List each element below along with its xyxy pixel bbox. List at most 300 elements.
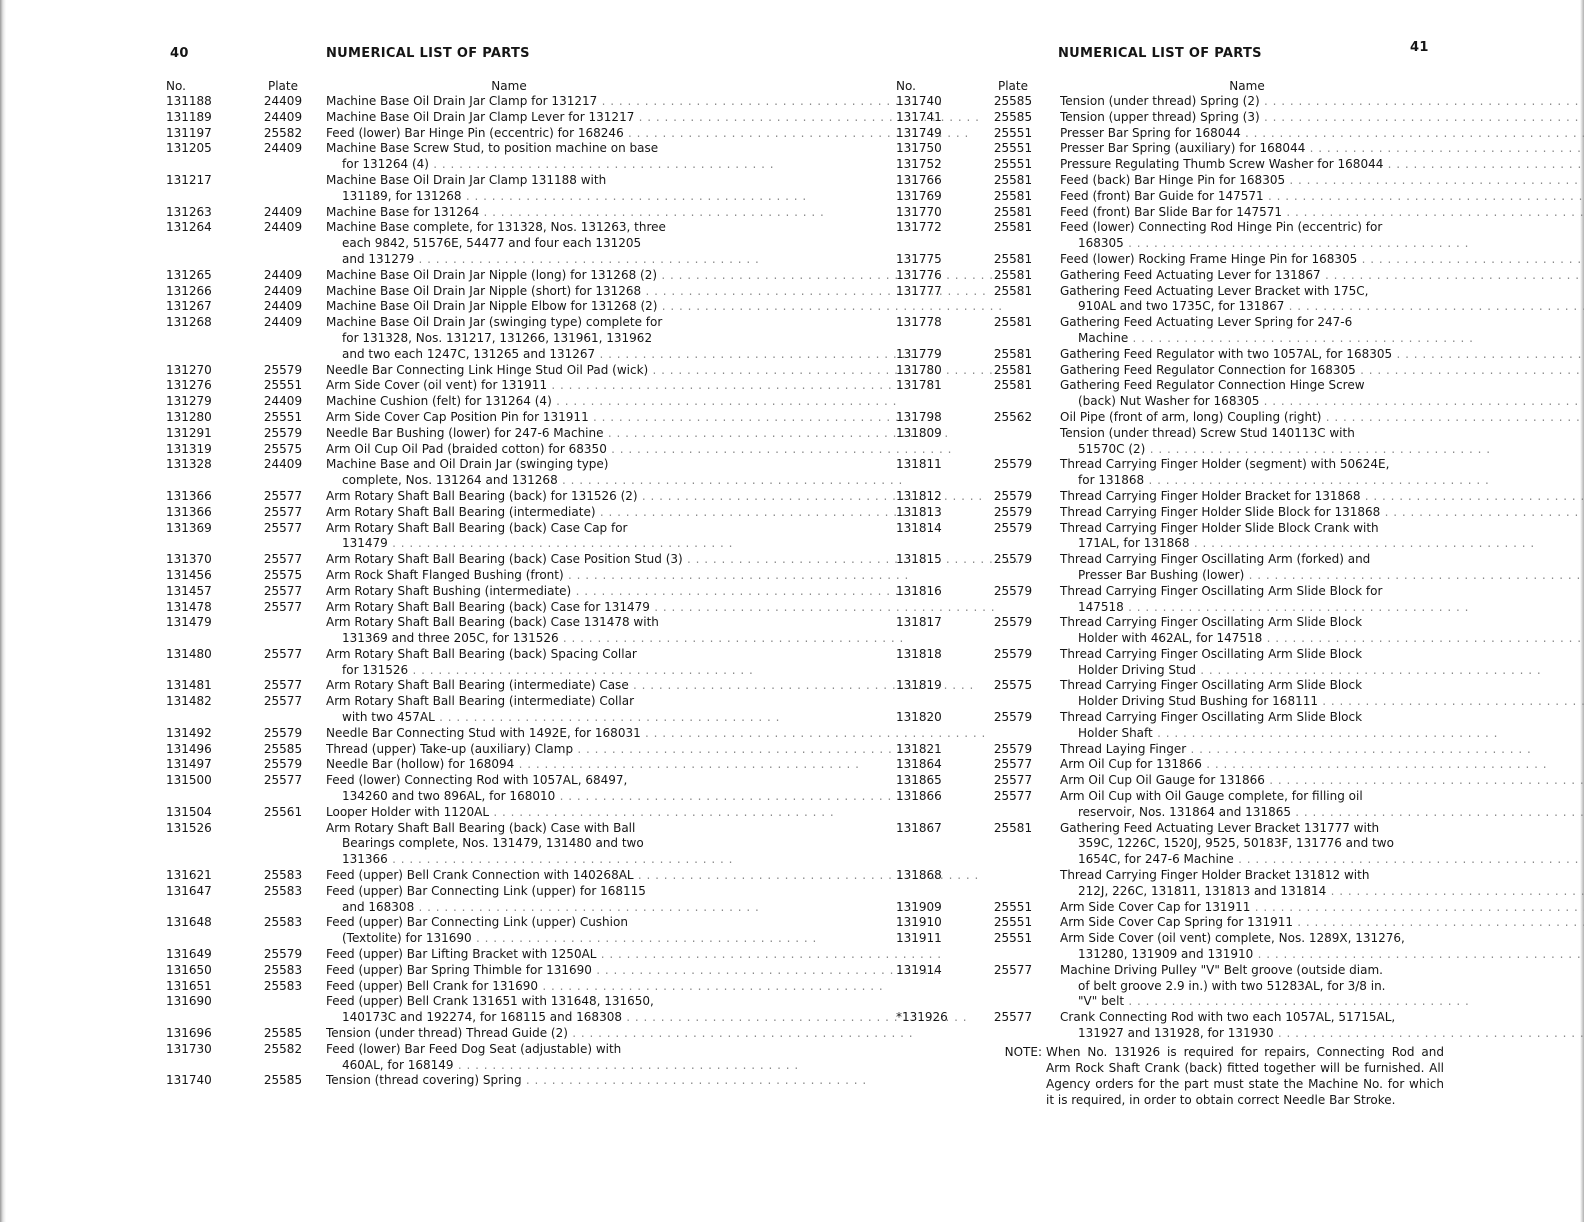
part-row <box>896 315 1444 347</box>
part-number: 131649 <box>166 947 212 962</box>
plate-number: 25579 <box>993 488 1033 503</box>
part-name-line: and 131279 . . . <box>326 252 759 268</box>
part-row <box>896 710 1444 742</box>
part-name-line: Machine Driving Pulley "V" Belt groove (outside diam. <box>1060 962 1383 977</box>
plate-number: 25581 <box>993 346 1033 361</box>
part-row <box>160 979 700 995</box>
header-plate: Plate <box>997 79 1028 93</box>
part-name-line: 171AL, for 131868 . . . <box>1060 536 1535 552</box>
plate-number: 25577 <box>993 1010 1033 1025</box>
plate-number: 25577 <box>263 520 303 535</box>
part-number: 131197 <box>166 125 212 140</box>
part-number: 131740 <box>166 1073 212 1088</box>
part-number: 131914 <box>896 962 942 977</box>
plate-number: 24409 <box>263 220 303 235</box>
part-number: 131497 <box>166 757 212 772</box>
plate-number: 25561 <box>263 804 303 819</box>
part-row <box>160 126 700 142</box>
part-name <box>318 1026 913 1042</box>
part-name-line: Arm Side Cover Cap Spring for 131911 . . . <box>1060 915 1584 931</box>
part-number: 131456 <box>166 567 212 582</box>
note-text: When No. 131926 is required for repairs, Connecting Rod and Arm Rock Shaft Crank (back) fitted together will be furnished. All Agency orders for the part must state the Machine No. for which it is required, in order to obtain correct Needle Bar Stroke. <box>1046 1044 1444 1107</box>
part-name-line: Oil Pipe (front of arm, long) Coupling (right) . . . <box>1060 410 1584 426</box>
plate-number: 25579 <box>263 425 303 440</box>
plate-number: 24409 <box>263 204 303 219</box>
page-title: NUMERICAL LIST OF PARTS <box>1058 46 1262 61</box>
part-number: 131769 <box>896 188 942 203</box>
part-number: 131776 <box>896 267 942 282</box>
part-name-line: Gathering Feed Actuating Lever Spring for 247-6 <box>1060 315 1353 330</box>
part-number: 131766 <box>896 172 942 187</box>
left-running-head <box>160 38 700 78</box>
part-row <box>896 615 1444 647</box>
part-name-line: Arm Oil Cup with Oil Gauge complete, for filling oil <box>1060 789 1363 804</box>
plate-number: 25577 <box>263 599 303 614</box>
part-row <box>160 1042 700 1074</box>
part-row <box>896 900 1444 916</box>
part-name-line: Arm Rotary Shaft Ball Bearing (back) Spacing Collar <box>326 646 637 661</box>
part-number: 131492 <box>166 725 212 740</box>
part-row <box>896 678 1444 710</box>
part-name-line: Machine Base Screw Stud, to position machine on base <box>326 141 659 156</box>
part-name-line: Tension (under thread) Screw Stud 140113C with <box>1060 425 1355 440</box>
part-name <box>318 220 759 267</box>
part-row <box>160 584 700 600</box>
plate-number: 25575 <box>263 567 303 582</box>
part-name-line: (Textolite) for 131690 . . . <box>326 931 817 947</box>
part-name-line: Arm Oil Cup for 131866 . . . <box>1060 757 1547 773</box>
plate-number: 25581 <box>993 251 1033 266</box>
part-row <box>160 1073 700 1089</box>
part-name <box>1050 757 1547 773</box>
plate-number: 25583 <box>263 962 303 977</box>
part-number: 131480 <box>166 646 212 661</box>
part-row <box>896 363 1444 379</box>
part-row <box>160 489 700 505</box>
part-name <box>318 1073 867 1089</box>
part-row <box>160 363 700 379</box>
part-name-line: Feed (upper) Bell Crank for 131690 . . . <box>326 979 883 995</box>
part-name <box>1050 284 1584 316</box>
plate-number: 25581 <box>993 378 1033 393</box>
part-name <box>1050 315 1473 347</box>
part-name <box>318 757 859 773</box>
plate-number: 25583 <box>263 868 303 883</box>
part-name-line: 134260 and two 896AL, for 168010 . . . <box>326 789 900 805</box>
plate-number: 25581 <box>993 283 1033 298</box>
part-name-line: Machine Base and Oil Drain Jar (swinging type) <box>326 457 609 472</box>
plate-number: 25579 <box>263 725 303 740</box>
plate-number: 25551 <box>993 931 1033 946</box>
part-name-line: 131927 and 131928, for 131930 . . . <box>1060 1026 1584 1042</box>
part-name <box>318 600 995 616</box>
part-row <box>160 299 700 315</box>
part-name-line: Needle Bar Connecting Stud with 1492E, for 168031 . . . <box>326 726 986 742</box>
part-name-line: Needle Bar Connecting Link Hinge Stud Oil Pad (wick) . . . <box>326 363 993 379</box>
part-name-line: Holder Shaft . . . <box>1060 726 1498 742</box>
part-row <box>896 94 1444 110</box>
part-name-line: Tension (under thread) Thread Guide (2) . . . <box>326 1026 913 1042</box>
part-row <box>160 678 700 694</box>
part-row <box>160 220 700 267</box>
part-row <box>160 726 700 742</box>
part-name-line: complete, Nos. 131264 and 131268 . . . <box>326 473 903 489</box>
header-name: Name <box>491 79 527 93</box>
part-name-line: Arm Side Cover Cap Position Pin for 131911 . . . <box>326 410 934 426</box>
part-name-line: Machine Base Oil Drain Jar Clamp Lever for 131217 . . . <box>326 110 980 126</box>
part-row <box>160 410 700 426</box>
part-name-line: Holder Driving Stud Bushing for 168111 . . . <box>1060 694 1584 710</box>
part-name-line: Feed (upper) Bar Spring Thimble for 131690 . . . <box>326 963 937 979</box>
part-name <box>318 994 967 1026</box>
part-name-line: Tension (under thread) Spring (2) . . . <box>1060 94 1584 110</box>
plate-number: 25581 <box>993 315 1033 330</box>
plate-number: 25581 <box>993 172 1033 187</box>
part-row <box>160 378 700 394</box>
plate-number: 25577 <box>263 504 303 519</box>
part-row <box>160 805 700 821</box>
part-row <box>896 789 1444 821</box>
part-name-line: Feed (upper) Bar Connecting Link (upper) Cushion <box>326 915 628 930</box>
part-number: 131864 <box>896 757 942 772</box>
part-number: 131816 <box>896 583 942 598</box>
part-number: 131268 <box>166 315 212 330</box>
part-name <box>1050 489 1584 505</box>
part-name <box>1050 742 1531 758</box>
plate-number: 25581 <box>993 188 1033 203</box>
part-row <box>896 126 1444 142</box>
part-number: 131481 <box>166 678 212 693</box>
part-name <box>1050 821 1579 868</box>
part-row <box>896 157 1444 173</box>
plate-number: 25577 <box>263 583 303 598</box>
part-name-line: Feed (back) Bar Hinge Pin for 168305 . . . <box>1060 173 1584 189</box>
plate-number <box>248 173 318 205</box>
part-number: 131189 <box>166 109 212 124</box>
part-row <box>896 1010 1444 1042</box>
part-number: 131217 <box>166 172 212 187</box>
part-row <box>160 94 700 110</box>
plate-number: 25579 <box>263 757 303 772</box>
part-name-line: Thread Carrying Finger Holder Bracket 131812 with <box>1060 868 1370 883</box>
part-number: 131651 <box>166 978 212 993</box>
plate-number: 25585 <box>263 741 303 756</box>
part-number: 131866 <box>896 789 942 804</box>
part-name-line: Feed (front) Bar Guide for 147571 . . . <box>1060 189 1584 205</box>
part-row <box>896 410 1444 426</box>
part-name <box>1050 584 1469 616</box>
plate-number: 25562 <box>993 409 1033 424</box>
part-row <box>896 821 1444 868</box>
part-row <box>160 615 700 647</box>
part-row <box>896 584 1444 616</box>
part-number: 131478 <box>166 599 212 614</box>
plate-number: 25575 <box>263 441 303 456</box>
part-name-line: and 168308 . . . <box>326 900 759 916</box>
part-name-line: Thread Carrying Finger Oscillating Arm Slide Block <box>1060 615 1363 630</box>
part-row <box>160 773 700 805</box>
plate-number: 25581 <box>993 220 1033 235</box>
part-row <box>160 268 700 284</box>
part-row <box>160 552 700 568</box>
part-name <box>1050 647 1541 679</box>
part-name-line: Feed (lower) Rocking Frame Hinge Pin for 168305 . . . <box>1060 252 1584 268</box>
part-name-line: Arm Rotary Shaft Ball Bearing (back) Case Cap for <box>326 520 628 535</box>
part-number: 131647 <box>166 883 212 898</box>
plate-number: 25585 <box>263 1073 303 1088</box>
plate-number: 25577 <box>993 773 1033 788</box>
part-name-line: each 9842, 51576E, 54477 and four each 131205 <box>342 236 642 251</box>
part-name <box>318 821 733 868</box>
part-number: 131650 <box>166 962 212 977</box>
page-number: 41 <box>1410 40 1429 55</box>
part-name-line: Machine Base Oil Drain Jar Nipple (long) for 131268 (2) . . . <box>326 268 1002 284</box>
part-row <box>896 505 1444 521</box>
part-name-line: Gathering Feed Actuating Lever for 131867 . . . <box>1060 268 1584 284</box>
part-number: 131621 <box>166 868 212 883</box>
part-name-line: Machine Base complete, for 131328, Nos. 131263, three <box>326 220 666 235</box>
part-row <box>160 647 700 679</box>
part-name <box>318 457 903 489</box>
part-number: 131867 <box>896 820 942 835</box>
part-number: 131779 <box>896 346 942 361</box>
part-name <box>318 805 834 821</box>
part-name-line: Tension (thread covering) Spring . . . <box>326 1073 867 1089</box>
part-number: 131369 <box>166 520 212 535</box>
part-number: 131690 <box>166 994 212 1009</box>
part-number: 131270 <box>166 362 212 377</box>
part-number: 131811 <box>896 457 942 472</box>
part-number: 131188 <box>166 94 212 108</box>
part-name-line: Machine Base for 131264 . . . <box>326 205 824 221</box>
part-name-line: 168305 . . . <box>1060 236 1469 252</box>
part-name-line: 131366 . . . <box>326 852 733 868</box>
plate-number: 24409 <box>263 457 303 472</box>
part-name-line: for 131328, Nos. 131217, 131266, 131961, 131962 <box>342 330 653 345</box>
part-row <box>896 552 1444 584</box>
part-row <box>896 110 1444 126</box>
part-number: 131777 <box>896 283 942 298</box>
part-name-line: 460AL, for 168149 . . . <box>326 1058 799 1074</box>
part-name <box>318 126 969 142</box>
part-number: 131366 <box>166 504 212 519</box>
header-no: No. <box>896 79 916 93</box>
part-number: *131926 <box>896 1010 948 1025</box>
part-number: 131319 <box>166 441 212 456</box>
plate-number: 24409 <box>263 283 303 298</box>
plate-number: 25577 <box>263 488 303 503</box>
part-number: 131264 <box>166 220 212 235</box>
part-number: 131328 <box>166 457 212 472</box>
part-row <box>160 600 700 616</box>
part-number: 131911 <box>896 931 942 946</box>
part-number: 131770 <box>896 204 942 219</box>
part-row <box>896 426 1444 458</box>
part-name-line: Thread Carrying Finger Oscillating Arm Slide Block for <box>1060 583 1383 598</box>
part-name <box>1050 1010 1584 1042</box>
part-name <box>1050 110 1584 126</box>
part-name <box>1050 220 1469 252</box>
plate-number: 24409 <box>263 394 303 409</box>
page-title: NUMERICAL LIST OF PARTS <box>326 46 530 61</box>
part-name-line: Holder with 462AL, for 147518 . . . <box>1060 631 1584 647</box>
part-number: 131819 <box>896 678 942 693</box>
part-number: 131279 <box>166 394 212 409</box>
part-name-line: Arm Oil Cup Oil Pad (braided cotton) for 68350 . . . <box>326 442 952 458</box>
plate-number: 25577 <box>263 773 303 788</box>
part-number: 131798 <box>896 409 942 424</box>
part-name <box>318 410 934 426</box>
part-name-line: 131369 and three 205C, for 131526 . . . <box>326 631 904 647</box>
part-number: 131500 <box>166 773 212 788</box>
part-name-line: Machine Base Oil Drain Jar (swinging type) complete for <box>326 315 663 330</box>
part-name-line: with two 457AL . . . <box>326 710 780 726</box>
plate-number <box>248 821 318 868</box>
part-name-line: Machine . . . <box>1060 331 1473 347</box>
part-name-line: 131280, 131909 and 131910 . . . <box>1060 947 1584 963</box>
part-name <box>318 426 949 442</box>
part-name-line: Machine Base Oil Drain Jar Clamp 131188 with <box>326 172 607 187</box>
plate-number: 25577 <box>263 694 303 709</box>
part-number: 131865 <box>896 773 942 788</box>
part-name <box>1050 900 1584 916</box>
part-name-line: 359C, 1226C, 1520J, 9525, 50183F, 131776 and two <box>1078 836 1394 851</box>
left-page <box>160 38 700 1089</box>
part-name-line: Machine Base Oil Drain Jar Clamp for 131217 . . . <box>326 94 942 110</box>
part-name-line: Pressure Regulating Thumb Screw Washer for 168044 . . . <box>1060 157 1584 173</box>
part-number: 131366 <box>166 488 212 503</box>
part-name <box>318 868 979 884</box>
part-name-line: Arm Rotary Shaft Ball Bearing (back) Case for 131479 . . . <box>326 600 995 616</box>
part-name <box>318 378 892 394</box>
part-row <box>160 915 700 947</box>
plate-number: 25551 <box>993 157 1033 172</box>
part-name-line: Gathering Feed Actuating Lever Bracket 131777 with <box>1060 820 1380 835</box>
part-row <box>160 205 700 221</box>
part-name-line: 212J, 226C, 131811, 131813 and 131814 . . . <box>1060 884 1584 900</box>
plate-number: 25551 <box>993 141 1033 156</box>
part-name <box>318 647 753 679</box>
part-name-line: Feed (upper) Bell Crank 131651 with 131648, 131650, <box>326 994 654 1009</box>
part-number: 131696 <box>166 1026 212 1041</box>
part-name-line: Looper Holder with 1120AL . . . <box>326 805 834 821</box>
part-name-line: Gathering Feed Regulator with two 1057AL, for 168305 . . . <box>1060 347 1584 363</box>
part-name <box>318 315 940 362</box>
plate-number: 25579 <box>993 552 1033 567</box>
part-name-line: Needle Bar (hollow) for 168094 . . . <box>326 757 859 773</box>
part-name-line: Needle Bar Bushing (lower) for 247-6 Machine . . . <box>326 426 949 442</box>
part-name-line: Arm Rotary Shaft Ball Bearing (intermediate) . . . <box>326 505 941 521</box>
plate-number <box>248 994 318 1026</box>
part-number: 131772 <box>896 220 942 235</box>
part-name-line: Gathering Feed Regulator Connection for 168305 . . . <box>1060 363 1584 379</box>
part-number: 131814 <box>896 520 942 535</box>
part-name <box>1050 457 1489 489</box>
part-row <box>160 884 700 916</box>
part-row <box>896 757 1444 773</box>
part-name-line: Arm Rotary Shaft Bushing (intermediate) . . . <box>326 584 916 600</box>
plate-number: 25579 <box>993 520 1033 535</box>
part-number: 131457 <box>166 583 212 598</box>
part-name-line: Arm Rotary Shaft Ball Bearing (back) Case 131478 with <box>326 615 659 630</box>
part-name-line: Arm Rotary Shaft Ball Bearing (intermediate) Case . . . <box>326 678 974 694</box>
part-name <box>1050 678 1584 710</box>
part-name <box>1050 710 1498 742</box>
part-number: 131813 <box>896 504 942 519</box>
note-label: NOTE: <box>1004 1044 1042 1059</box>
part-name-line: Feed (lower) Bar Feed Dog Seat (adjustable) with <box>326 1041 622 1056</box>
part-name-line: 910AL and two 1735C, for 131867 . . . <box>1060 299 1584 315</box>
part-number: 131778 <box>896 315 942 330</box>
part-name <box>318 141 774 173</box>
part-number: 131817 <box>896 615 942 630</box>
right-running-head <box>896 38 1444 78</box>
plate-number: 25581 <box>993 267 1033 282</box>
part-name-line: Arm Oil Cup Oil Gauge for 131866 . . . <box>1060 773 1584 789</box>
header-plate: Plate <box>267 79 298 93</box>
plate-number: 25579 <box>993 741 1033 756</box>
part-number: 131205 <box>166 141 212 156</box>
plate-number <box>976 426 1050 458</box>
part-number: 131809 <box>896 425 942 440</box>
part-name <box>318 394 897 410</box>
plate-number: 24409 <box>263 109 303 124</box>
part-name <box>318 1042 799 1074</box>
part-name-line: Thread Carrying Finger Oscillating Arm Slide Block <box>1060 678 1363 693</box>
part-name <box>1050 915 1584 931</box>
plate-number: 25581 <box>993 362 1033 377</box>
part-name <box>1050 189 1584 205</box>
part-name-line: 131189, for 131268 . . . <box>326 189 807 205</box>
part-number: 131740 <box>896 94 942 108</box>
part-name <box>1050 347 1584 363</box>
part-name-line: 51570C (2) . . . <box>1060 442 1491 458</box>
repair-note <box>896 1044 1444 1108</box>
part-name-line: of belt groove 2.9 in.) with two 51283AL, for 3/8 in. <box>1078 978 1386 993</box>
part-row <box>896 347 1444 363</box>
column-headers <box>896 78 1444 94</box>
part-number: 131821 <box>896 741 942 756</box>
part-name-line: "V" belt . . . <box>1060 994 1469 1010</box>
plate-number: 25581 <box>993 204 1033 219</box>
part-name-line: Presser Bar Spring for 168044 . . . <box>1060 126 1584 142</box>
part-name <box>318 284 986 300</box>
part-row <box>160 521 700 553</box>
part-number: 131741 <box>896 109 942 124</box>
part-name <box>1050 157 1584 173</box>
part-name <box>318 694 780 726</box>
part-name-line: Thread Carrying Finger Oscillating Arm Slide Block <box>1060 710 1363 725</box>
part-name-line: Arm Side Cover (oil vent) for 131911 . . . <box>326 378 892 394</box>
part-name <box>1050 410 1584 426</box>
part-name-line: Feed (upper) Bar Lifting Bracket with 1250AL . . . <box>326 947 942 963</box>
part-name-line: Arm Side Cover Cap for 131911 . . . <box>1060 900 1584 916</box>
part-row <box>160 110 700 126</box>
plate-number: 25582 <box>263 1041 303 1056</box>
part-number: 131781 <box>896 378 942 393</box>
part-number: 131526 <box>166 820 212 835</box>
plate-number: 25577 <box>263 646 303 661</box>
part-row <box>896 963 1444 1010</box>
plate-number <box>248 615 318 647</box>
part-name <box>1050 773 1584 789</box>
plate-number <box>976 868 1050 900</box>
part-number: 131482 <box>166 694 212 709</box>
part-number: 131291 <box>166 425 212 440</box>
part-name-line: Thread Carrying Finger Holder Slide Block Crank with <box>1060 520 1379 535</box>
part-name <box>318 726 986 742</box>
plate-number: 24409 <box>263 267 303 282</box>
